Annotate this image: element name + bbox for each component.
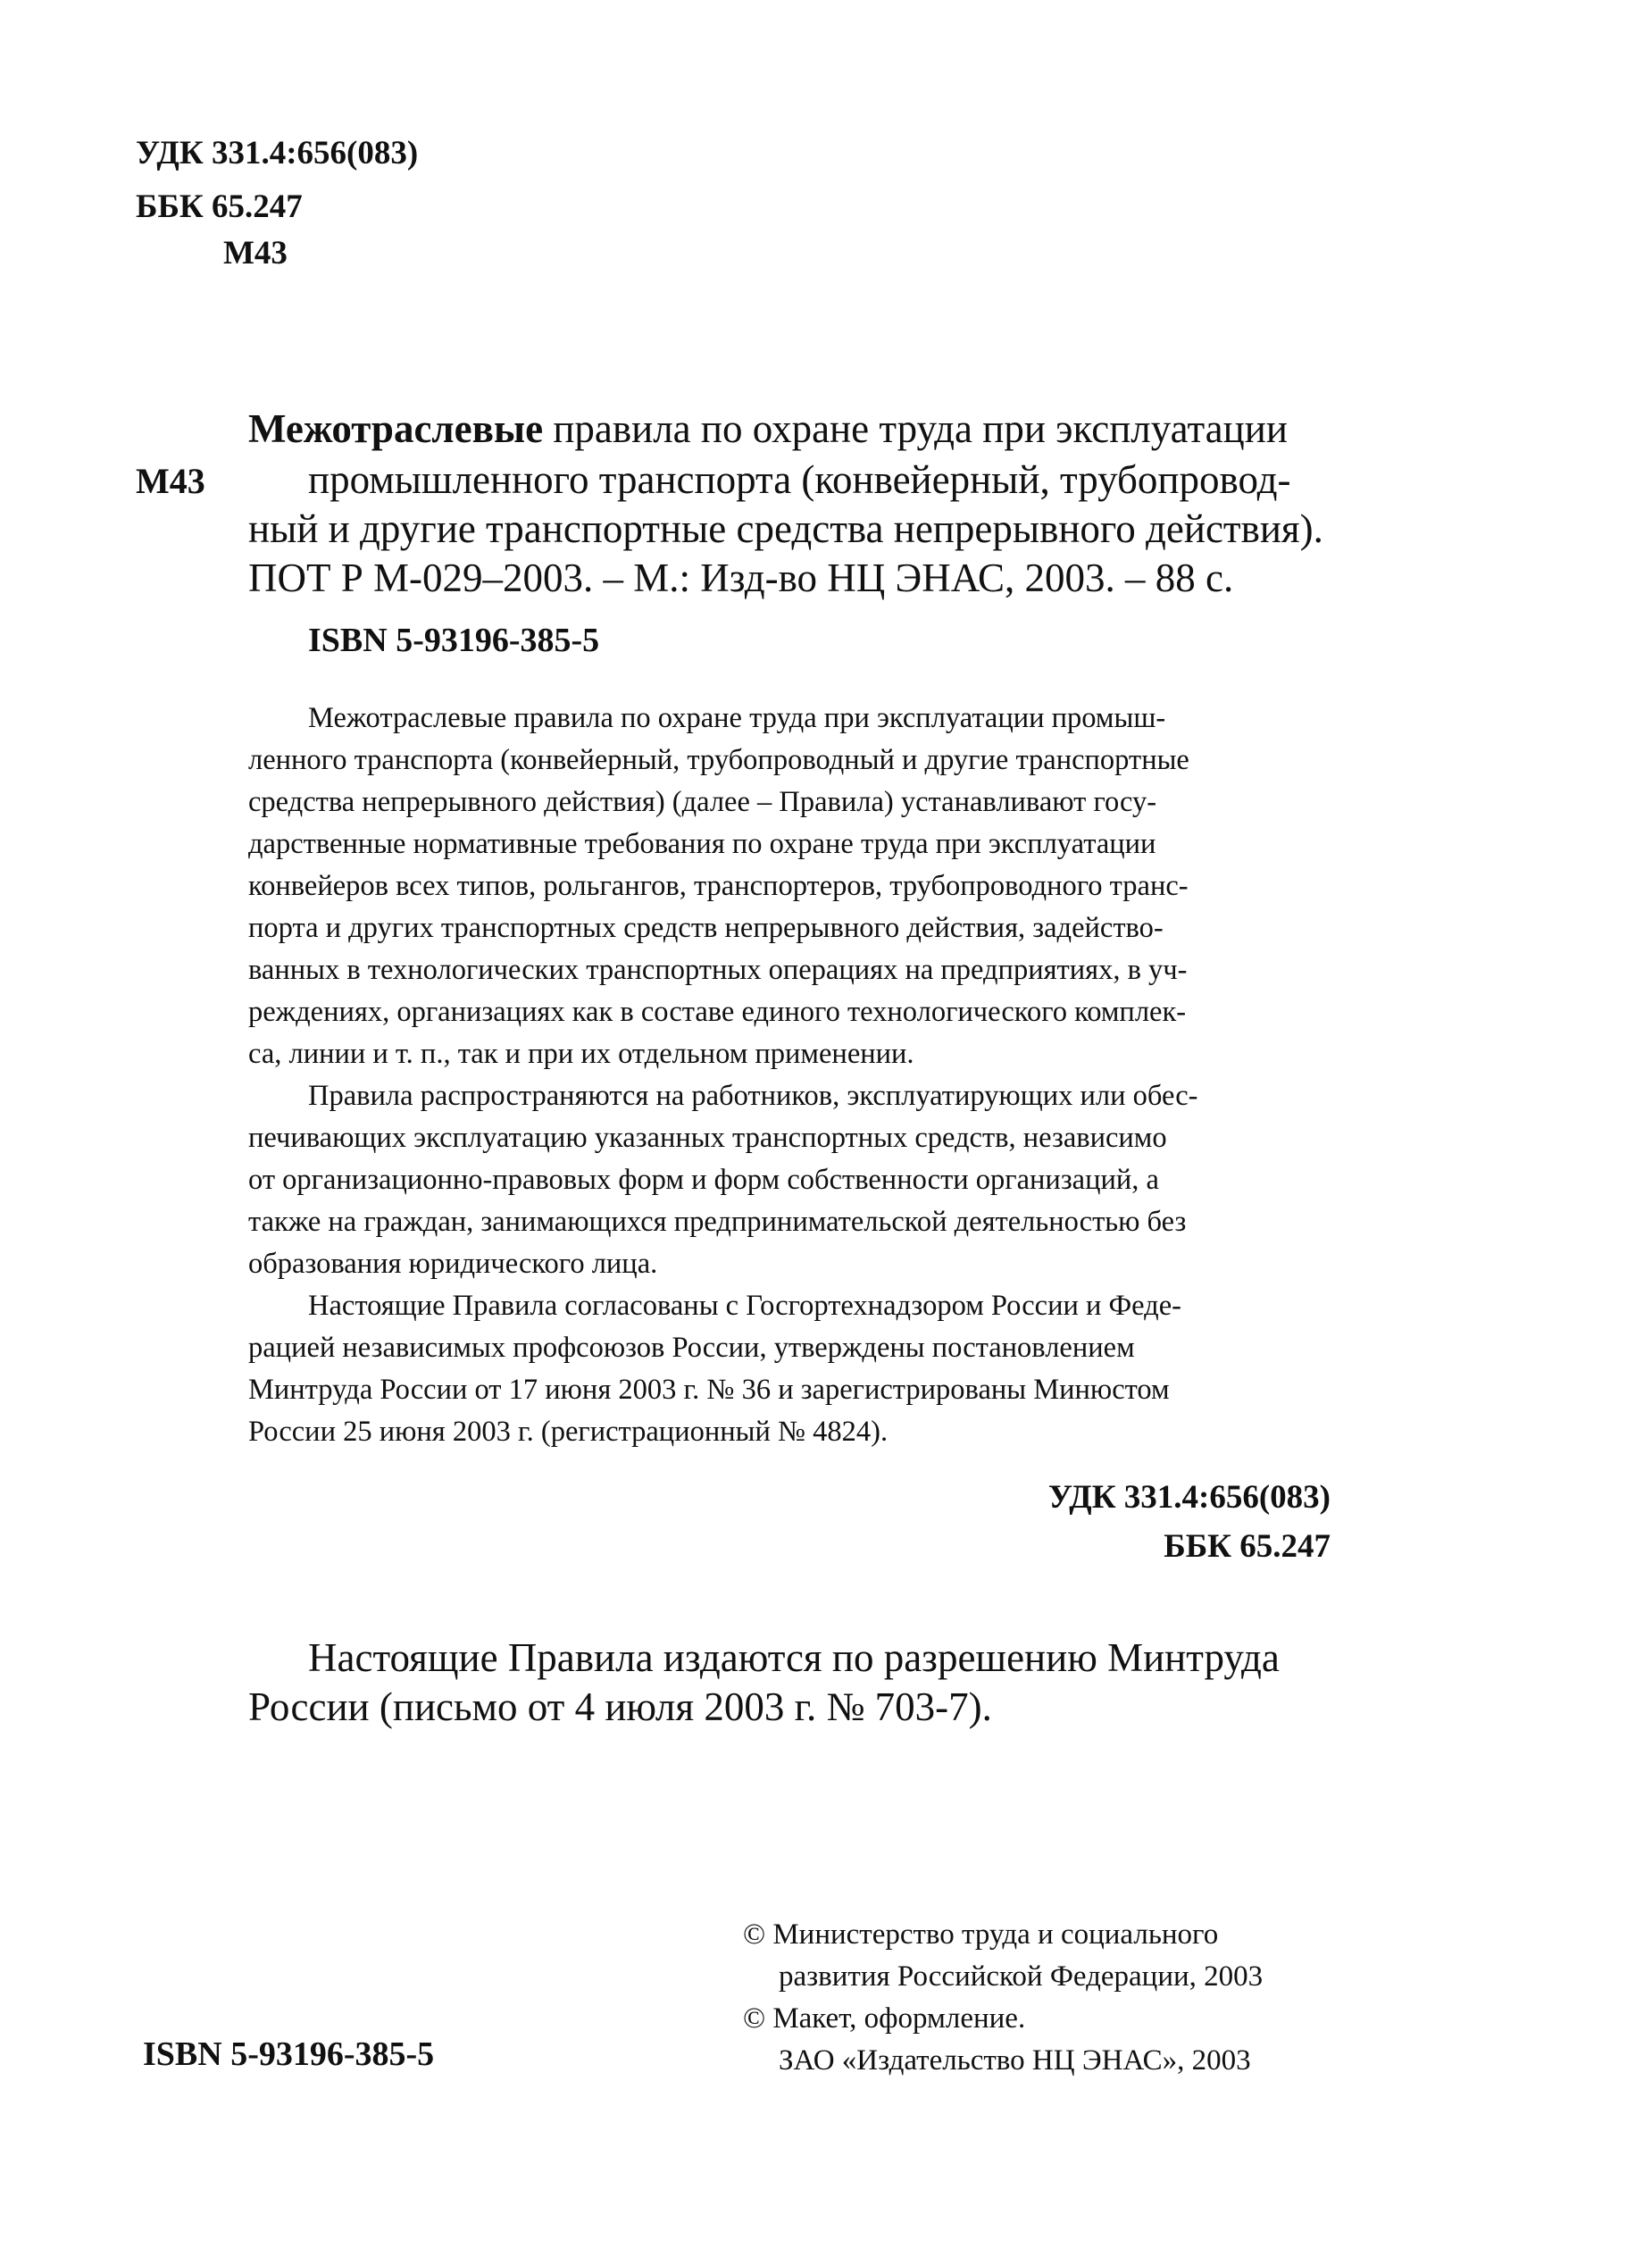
annotation-line: России 25 июня 2003 г. (регистрационный № 4824). (248, 1416, 889, 1448)
annotation-line: ванных в технологических транспортных операциях на предприятиях, в уч- (248, 954, 1188, 986)
annotation-line: рацией независимых профсоюзов России, утверждены постановлением (248, 1332, 1135, 1364)
annotation-line: дарственные нормативные требования по охране труда при эксплуатации (248, 828, 1156, 860)
annotation-line: порта и других транспортных средств непрерывного действия, задейство- (248, 912, 1164, 944)
copyright-line-3: © Макет, оформление. (743, 2002, 1026, 2035)
annotation-line: Настоящие Правила согласованы с Госгортехнадзором России и Феде- (308, 1290, 1181, 1322)
annotation-line: Минтруда России от 17 июня 2003 г. № 36 и зарегистрированы Минюстом (248, 1374, 1170, 1406)
entry-title-rest: правила по охране труда при эксплуатации (543, 406, 1288, 451)
annotation-line: ленного транспорта (конвейерный, трубопроводный и другие транспортные (248, 744, 1189, 776)
bbk-code: ББК 65.247 (136, 188, 303, 225)
entry-line-1 (248, 406, 1288, 451)
cutter-code: М43 (223, 235, 288, 272)
annotation-line: образования юридического лица. (248, 1248, 658, 1280)
bbk-code-bottom: ББК 65.247 (1164, 1528, 1331, 1565)
isbn-bottom: ISBN 5-93196-385-5 (143, 2035, 435, 2073)
annotation-line: Правила распространяются на работников, эксплуатирующих или обес- (308, 1080, 1198, 1112)
annotation-line: са, линии и т. п., так и при их отдельном применении. (248, 1038, 914, 1070)
copyright-line-2: развития Российской Федерации, 2003 (779, 1960, 1264, 1993)
entry-title-bold: Межотраслевые (248, 406, 544, 451)
copyright-line-1: © Министерство труда и социального (743, 1918, 1219, 1951)
udk-code-bottom: УДК 331.4:656(083) (1047, 1479, 1331, 1516)
permission-line-2: России (письмо от 4 июля 2003 г. № 703-7). (248, 1684, 992, 1729)
entry-cutter: М43 (136, 461, 205, 501)
annotation-line: печивающих эксплуатацию указанных транспортных средств, независимо (248, 1122, 1167, 1154)
annotation-line: реждениях, организациях как в составе единого технологического комплек- (248, 996, 1187, 1028)
entry-isbn: ISBN 5-93196-385-5 (308, 622, 600, 659)
udk-code: УДК 331.4:656(083) (136, 135, 419, 171)
entry-line-2: промышленного транспорта (конвейерный, трубопровод- (308, 457, 1291, 502)
annotation-line: от организационно-правовых форм и форм собственности организаций, а (248, 1164, 1159, 1196)
annotation-line: Межотраслевые правила по охране труда при эксплуатации промыш- (308, 702, 1166, 734)
copyright-line-4: ЗАО «Издательство НЦ ЭНАС», 2003 (779, 2044, 1251, 2077)
annotation-line: конвейеров всех типов, рольгангов, транспортеров, трубопроводного транс- (248, 870, 1189, 902)
entry-line-3: ный и другие транспортные средства непрерывного действия). (248, 506, 1323, 551)
annotation-line: средства непрерывного действия) (далее – Правила) устанавливают госу- (248, 786, 1157, 818)
entry-line-4: ПОТ Р М-029–2003. – М.: Изд-во НЦ ЭНАС, 2003. – 88 с. (248, 556, 1234, 600)
permission-line-1: Настоящие Правила издаются по разрешению Минтруда (308, 1635, 1280, 1680)
annotation-line: также на граждан, занимающихся предпринимательской деятельностью без (248, 1206, 1187, 1238)
